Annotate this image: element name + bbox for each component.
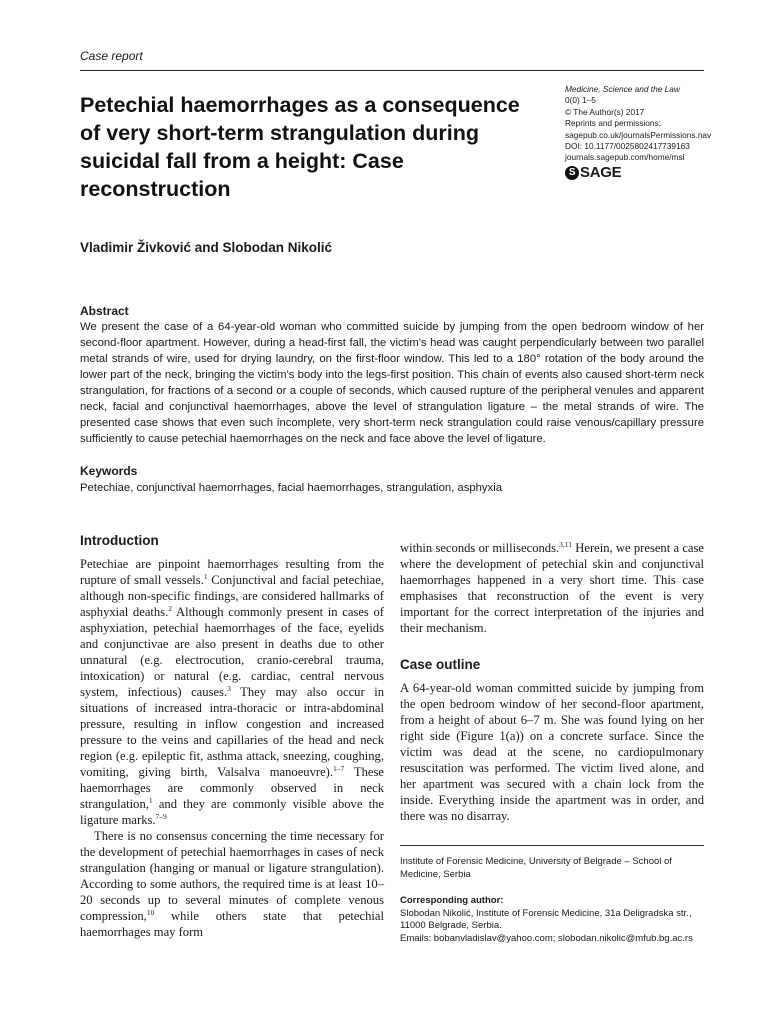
citation[interactable]: 1 bbox=[148, 795, 153, 805]
section-label: Case report bbox=[80, 49, 143, 63]
keywords-heading: Keywords bbox=[80, 464, 138, 478]
permissions-link[interactable]: sagepub.co.uk/journalsPermissions.nav bbox=[565, 129, 712, 140]
case-outline-paragraph: A 64-year-old woman committed suicide by jumping from the open bedroom window of her second-floor apartment, from a height of about 6–7 m. She was found lying on her right side (Figure 1(a)) on a concrete surface. Since the victim was dead at the scene, no cardiopulmonary resuscitation was performed. The victim lived alone, and her apartment was secured with a chain lock from the inside. Everything inside the apartment was in order, and there was no disarray. bbox=[400, 681, 704, 823]
citation[interactable]: 7–9 bbox=[155, 811, 167, 821]
intro-paragraph-1: Petechiae are pinpoint haemorrhages resulting from the rupture of small vessels.$^1$ Conjunctival and facial petechiae, although non-specific findings, are considered hallmarks of asphyxial deaths.$^2$ Although commonly present in cases of asphyxiation, petechial haemorrhages of the face, eyelids and conjunctivae are also present in deaths due to other unnatural (e.g. electrocution, cranio-cerebral trauma, intoxication) or natural (e.g. cardiac, central nervous system, infectious) causes.$^3$ They may also occur in situations of increased intra-thoracic or intra-abdominal pressure, resulting in inflow congestion and increased pressure to the veins and capillaries of the head and neck region (e.g. epileptic fit, asthma attack, sneezing, coughing, vomiting, giving birth, Valsalva manoeuvre).$^{1-7}$ These haemorrhages are commonly observed in neck strangulation,$^1$ and they are commonly visible above the ligature marks.$^{7-9}$ bbox=[80, 557, 384, 827]
corresponding-name: Slobodan Nikolić, Institute of Forensic Medicine, 31a Deligradska str., 11000 Belgrade, Serbia. bbox=[400, 907, 692, 932]
abstract-text: We present the case of a 64-year-old woman who committed suicide by jumping from the open bedroom window of her second-floor apartment. However, during a head-first fall, the victim's head was caught perpendicularly between two parallel metal strands of wire, used for drying laundry, on the first-floor window. This led to a 180° rotation of the body around the lower part of the neck, bringing the victim's body into the legs-first position. This chain of events also caused short-term neck strangulation, for fractions of a second or a couple of seconds, which caused rupture of the peripheral venules and apparent neck, facial and conjunctival haemorrhages, above the level of strangulation ligature – the metal strands of wire. The presented case shows that even such incomplete, very short-term neck strangulation could raise venous/capillary pressure sufficiently to cause petechial haemorrhages on the neck and face above the level of ligature. bbox=[80, 321, 704, 445]
article-title: Petechial haemorrhages as a consequence of very short-term strangulation during suicidal fall from a height: Case reconstruction bbox=[80, 93, 520, 201]
reprints-label: Reprints and permissions: bbox=[565, 118, 661, 129]
citation[interactable]: 3,11 bbox=[559, 539, 572, 549]
corresponding-heading: Corresponding author: bbox=[400, 895, 504, 906]
corresponding-emails[interactable]: Emails: bobanvladislav@yahoo.com; slobodan.nikolic@mfub.bg.ac.rs bbox=[400, 932, 693, 944]
abstract-heading: Abstract bbox=[80, 304, 129, 318]
citation[interactable]: 1 bbox=[203, 571, 208, 581]
citation[interactable]: 3 bbox=[227, 683, 231, 693]
intro-paragraph-2: There is no consensus concerning the time necessary for the development of petechial haemorrhages in cases of neck strangulation (hanging or manual or ligature strangulation). According to some authors, the required time is at least 10–20 seconds up to several minutes of complete venous compression,$^{10}$ while others state that petechial haemorrhages may form bbox=[80, 829, 384, 939]
introduction-heading: Introduction bbox=[80, 533, 159, 548]
corresponding-author bbox=[400, 895, 704, 945]
doi[interactable]: DOI: 10.1177/0025802417739163 bbox=[565, 141, 690, 152]
publisher-logo bbox=[565, 164, 621, 181]
authors: Vladimir Živković and Slobodan Nikolić bbox=[80, 240, 333, 255]
keywords-text: Petechiae, conjunctival haemorrhages, facial haemorrhages, strangulation, asphyxia bbox=[80, 482, 502, 494]
left-column bbox=[80, 533, 384, 940]
citation[interactable]: 2 bbox=[168, 603, 173, 613]
journal-link[interactable]: journals.sagepub.com/home/msl bbox=[565, 152, 685, 163]
citation[interactable]: 10 bbox=[146, 907, 155, 917]
intro-paragraph-3: within seconds or milliseconds.$^{3,11}$ Herein, we present a case where the development of petechial skin and conjunctival haemorrhages happened in a very short time. This case emphasises that reconstruction of the event is very important for the correct interpretation of the injuries and their mechanism. bbox=[400, 539, 705, 635]
journal-name: Medicine, Science and the Law bbox=[565, 84, 680, 94]
journal-volume: 0(0) 1–5 bbox=[565, 95, 596, 106]
right-column bbox=[400, 540, 704, 824]
copyright: © The Author(s) 2017 bbox=[565, 106, 645, 117]
affiliation: Institute of Forensic Medicine, University of Belgrade – School of Medicine, Serbia bbox=[400, 856, 672, 880]
case-outline-heading: Case outline bbox=[400, 657, 481, 672]
journal-meta bbox=[565, 84, 755, 164]
footnote-rule bbox=[400, 845, 704, 846]
publisher-name: SAGE bbox=[580, 164, 622, 181]
citation[interactable]: 1–7 bbox=[333, 763, 345, 773]
header-rule bbox=[80, 70, 704, 71]
sage-s-icon: S bbox=[565, 166, 579, 180]
